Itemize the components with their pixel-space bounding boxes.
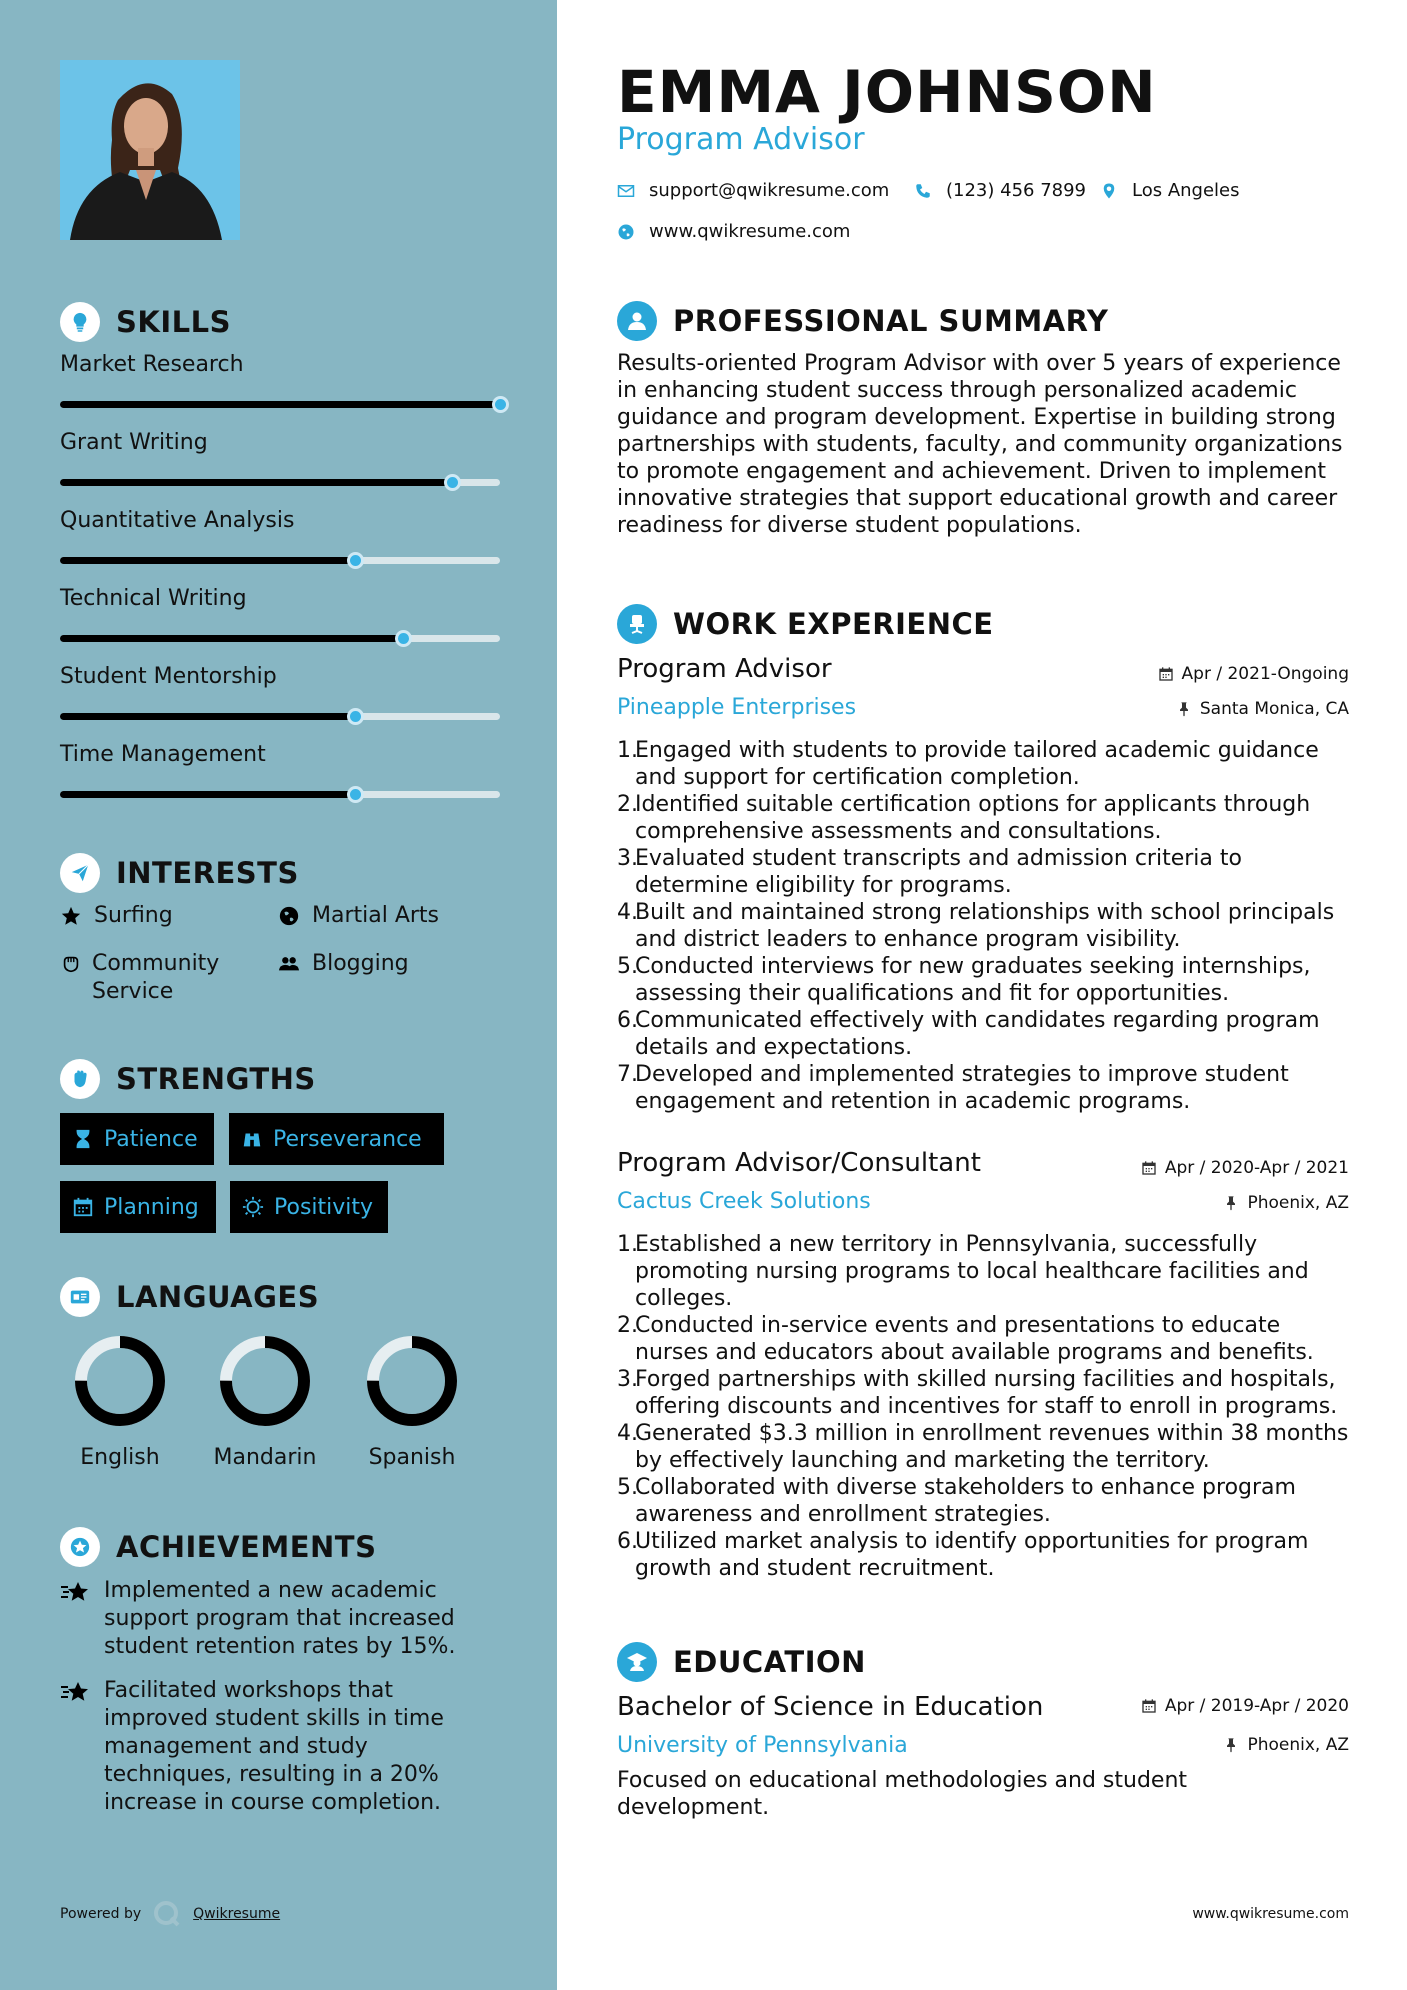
- education-description: Focused on educational methodologies and student development.: [617, 1768, 1188, 1820]
- strengths-heading-label: STRENGTHS: [116, 1062, 316, 1096]
- skill-bar-knob: [347, 552, 364, 569]
- candidate-name: EMMA JOHNSON: [617, 58, 1157, 126]
- skill-bar-knob: [347, 708, 364, 725]
- strength-label: Patience: [104, 1126, 198, 1152]
- globe-icon: [278, 902, 302, 930]
- skill-bar-fill: [60, 557, 355, 564]
- calendar-icon: [1158, 666, 1174, 682]
- skill-bar-fill: [60, 401, 500, 408]
- powered-by-label: Powered by: [60, 1906, 142, 1922]
- candidate-title: Program Advisor: [617, 122, 865, 157]
- envelope-icon: [617, 182, 635, 200]
- skill-bar-knob: [347, 786, 364, 803]
- skill-row: [60, 430, 500, 455]
- achievements-heading-label: ACHIEVEMENTS: [116, 1530, 377, 1564]
- skill-row: [60, 742, 500, 767]
- company-name: Cactus Creek Solutions: [617, 1189, 871, 1214]
- job-location: [1223, 1193, 1349, 1213]
- summary-text: Results-oriented Program Advisor with over 5 years of experience in enhancing student success through personalized academic guidance and program development. Expertise in building strong partnerships with students, faculty, and community organizations to promote engagement and achievement. Driven to implement innovative strategies that support educational growth and career readiness for diverse student populations.: [617, 351, 1343, 538]
- duty-item: Forged partnerships with skilled nursing facilities and hospitals, offering discounts and incentives for staff to enroll in programs.: [635, 1367, 1338, 1419]
- education-location: [1223, 1735, 1349, 1755]
- achievement-text: Implemented a new academic support program that increased student retention rates by 15%.: [104, 1578, 456, 1659]
- hand-icon: [60, 950, 82, 978]
- duty-item: Generated $3.3 million in enrollment revenues within 38 months by effectively launching and marketing the territory.: [635, 1421, 1349, 1473]
- id-card-icon: [60, 1277, 100, 1317]
- education-heading: [617, 1642, 866, 1682]
- qwikresume-logo-icon: [153, 1900, 181, 1928]
- interest-item: [278, 902, 439, 930]
- star-icon: [60, 902, 84, 930]
- skill-bar-knob: [395, 630, 412, 647]
- job-title: Program Advisor: [617, 654, 832, 684]
- duty-item: Developed and implemented strategies to improve student engagement and retention in academic programs.: [635, 1062, 1289, 1114]
- skills-heading: [60, 302, 231, 342]
- strengths-heading: [60, 1059, 316, 1099]
- qwikresume-link[interactable]: Qwikresume: [193, 1906, 281, 1922]
- duty-item: Engaged with students to provide tailored academic guidance and support for certification completion.: [635, 738, 1319, 790]
- school-name: University of Pennsylvania: [617, 1733, 908, 1758]
- job-duties-list: [617, 737, 1357, 1115]
- skill-bar-fill: [60, 713, 355, 720]
- strength-badge: [60, 1113, 214, 1165]
- binoculars-icon: [241, 1128, 263, 1150]
- calendar-icon: [1141, 1160, 1157, 1176]
- skill-bar-knob: [492, 396, 509, 413]
- calendar-icon: [1141, 1698, 1157, 1714]
- interest-item: [60, 950, 260, 1006]
- strength-label: Perseverance: [273, 1126, 422, 1152]
- job-location-text: Phoenix, AZ: [1247, 1193, 1349, 1213]
- language-name: Mandarin: [213, 1445, 317, 1470]
- skill-bar: [60, 713, 500, 720]
- strength-badge: [229, 1113, 444, 1165]
- languages-heading: [60, 1277, 319, 1317]
- interest-label: Blogging: [312, 951, 409, 976]
- achievement-item: [60, 1677, 490, 1817]
- star-badge-icon: [60, 1527, 100, 1567]
- fist-icon: [60, 1059, 100, 1099]
- strength-badge: [60, 1181, 216, 1233]
- language-donut: [217, 1333, 313, 1429]
- profile-photo: [60, 60, 240, 240]
- email-text: support@qwikresume.com: [649, 180, 890, 201]
- skill-name: Student Mentorship: [60, 664, 277, 689]
- skill-name: Time Management: [60, 742, 266, 767]
- contact-location: [1100, 180, 1240, 201]
- summary-heading-label: PROFESSIONAL SUMMARY: [673, 304, 1109, 338]
- duty-item: Built and maintained strong relationships with school principals and district leaders to enhance program visibility.: [635, 900, 1335, 952]
- duty-item: Conducted in-service events and presentations to educate nurses and educators about available programs and benefits.: [635, 1313, 1314, 1365]
- interests-heading-label: INTERESTS: [116, 856, 299, 890]
- interest-item: [278, 950, 409, 978]
- job-title: Program Advisor/Consultant: [617, 1148, 981, 1178]
- skills-heading-label: SKILLS: [116, 305, 231, 339]
- job-dates-text: Apr / 2021-Ongoing: [1181, 664, 1349, 684]
- chair-icon: [617, 604, 657, 644]
- lightbulb-icon: [60, 302, 100, 342]
- flying-star-icon: [60, 1677, 94, 1817]
- paper-plane-icon: [60, 853, 100, 893]
- duty-item: Established a new territory in Pennsylvania, successfully promoting nursing programs to local healthcare facilities and colleges.: [635, 1232, 1309, 1311]
- skill-bar: [60, 635, 500, 642]
- contact-email[interactable]: [617, 180, 889, 201]
- interest-item: [60, 902, 173, 930]
- education-location-text: Phoenix, AZ: [1247, 1735, 1349, 1755]
- achievement-item: [60, 1577, 490, 1661]
- languages-heading-label: LANGUAGES: [116, 1280, 320, 1314]
- footer-website[interactable]: www.qwikresume.com: [1192, 1906, 1349, 1922]
- education-dates-text: Apr / 2019-Apr / 2020: [1164, 1696, 1349, 1716]
- skill-bar-knob: [444, 474, 461, 491]
- company-name: Pineapple Enterprises: [617, 695, 857, 720]
- phone-text: (123) 456 7899: [946, 180, 1087, 201]
- language-item: [205, 1333, 325, 1470]
- skill-bar: [60, 401, 500, 408]
- interests-heading: [60, 853, 299, 893]
- job-location: [1176, 699, 1349, 719]
- duty-item: Identified suitable certification options for applicants through comprehensive assessments and consultations.: [635, 792, 1311, 844]
- job-duties-list: [617, 1231, 1357, 1582]
- skill-bar-fill: [60, 635, 403, 642]
- education-dates: [1141, 1696, 1349, 1716]
- interest-label: Community Service: [92, 951, 220, 1004]
- duty-item: Collaborated with diverse stakeholders to enhance program awareness and enrollment strategies.: [635, 1475, 1296, 1527]
- language-item: [352, 1333, 472, 1470]
- job-dates-text: Apr / 2020-Apr / 2021: [1164, 1158, 1349, 1178]
- hourglass-icon: [72, 1128, 94, 1150]
- skill-row: [60, 352, 500, 377]
- experience-heading-label: WORK EXPERIENCE: [673, 607, 994, 641]
- location-text: Los Angeles: [1132, 180, 1240, 201]
- calendar-icon: [72, 1196, 94, 1218]
- duty-item: Communicated effectively with candidates regarding program details and expectations.: [635, 1008, 1320, 1060]
- skill-bar-fill: [60, 791, 355, 798]
- skill-row: [60, 664, 500, 689]
- language-donut: [364, 1333, 460, 1429]
- sidebar: [0, 0, 557, 1990]
- skill-row: [60, 586, 500, 611]
- degree-title: Bachelor of Science in Education: [617, 1692, 1044, 1722]
- duty-item: Evaluated student transcripts and admission criteria to determine eligibility for programs.: [635, 846, 1242, 898]
- achievements-heading: [60, 1527, 376, 1567]
- language-name: Spanish: [368, 1445, 456, 1470]
- skill-name: Technical Writing: [60, 586, 247, 611]
- interest-label: Martial Arts: [312, 903, 440, 928]
- achievement-text: Facilitated workshops that improved student skills in time management and study techniques, resulting in a 20% increase in course completion.: [104, 1678, 444, 1815]
- contact-phone[interactable]: [914, 180, 1086, 201]
- website-text: www.qwikresume.com: [649, 221, 851, 242]
- pushpin-icon: [1223, 1195, 1239, 1211]
- strength-badge: [230, 1181, 388, 1233]
- strength-label: Positivity: [274, 1194, 374, 1220]
- interest-label: Surfing: [94, 903, 173, 928]
- phone-icon: [914, 182, 932, 200]
- education-heading-label: EDUCATION: [673, 1645, 866, 1679]
- job-dates: [1141, 1158, 1349, 1178]
- language-name: English: [80, 1445, 160, 1470]
- contact-website[interactable]: [617, 221, 850, 242]
- job-location-text: Santa Monica, CA: [1199, 699, 1349, 719]
- user-icon: [617, 301, 657, 341]
- skill-bar: [60, 791, 500, 798]
- pushpin-icon: [1176, 701, 1192, 717]
- flying-star-icon: [60, 1577, 94, 1661]
- skill-name: Quantitative Analysis: [60, 508, 295, 533]
- sun-icon: [242, 1196, 264, 1218]
- strength-label: Planning: [104, 1194, 199, 1220]
- skill-bar: [60, 557, 500, 564]
- map-pin-icon: [1100, 182, 1118, 200]
- language-donut: [72, 1333, 168, 1429]
- language-item: [60, 1333, 180, 1470]
- globe-icon: [617, 223, 635, 241]
- summary-heading: [617, 301, 1108, 341]
- pushpin-icon: [1223, 1737, 1239, 1753]
- duty-item: Utilized market analysis to identify opportunities for program growth and student recruitment.: [635, 1529, 1309, 1581]
- skill-name: Grant Writing: [60, 430, 208, 455]
- experience-heading: [617, 604, 994, 644]
- users-icon: [278, 950, 302, 978]
- duty-item: Conducted interviews for new graduates seeking internships, assessing their qualifications and fit for opportunities.: [635, 954, 1311, 1006]
- skill-bar: [60, 479, 500, 486]
- job-dates: [1158, 664, 1349, 684]
- skill-row: [60, 508, 500, 533]
- graduate-icon: [617, 1642, 657, 1682]
- skill-name: Market Research: [60, 352, 244, 377]
- skill-bar-fill: [60, 479, 452, 486]
- powered-by: [60, 1900, 280, 1928]
